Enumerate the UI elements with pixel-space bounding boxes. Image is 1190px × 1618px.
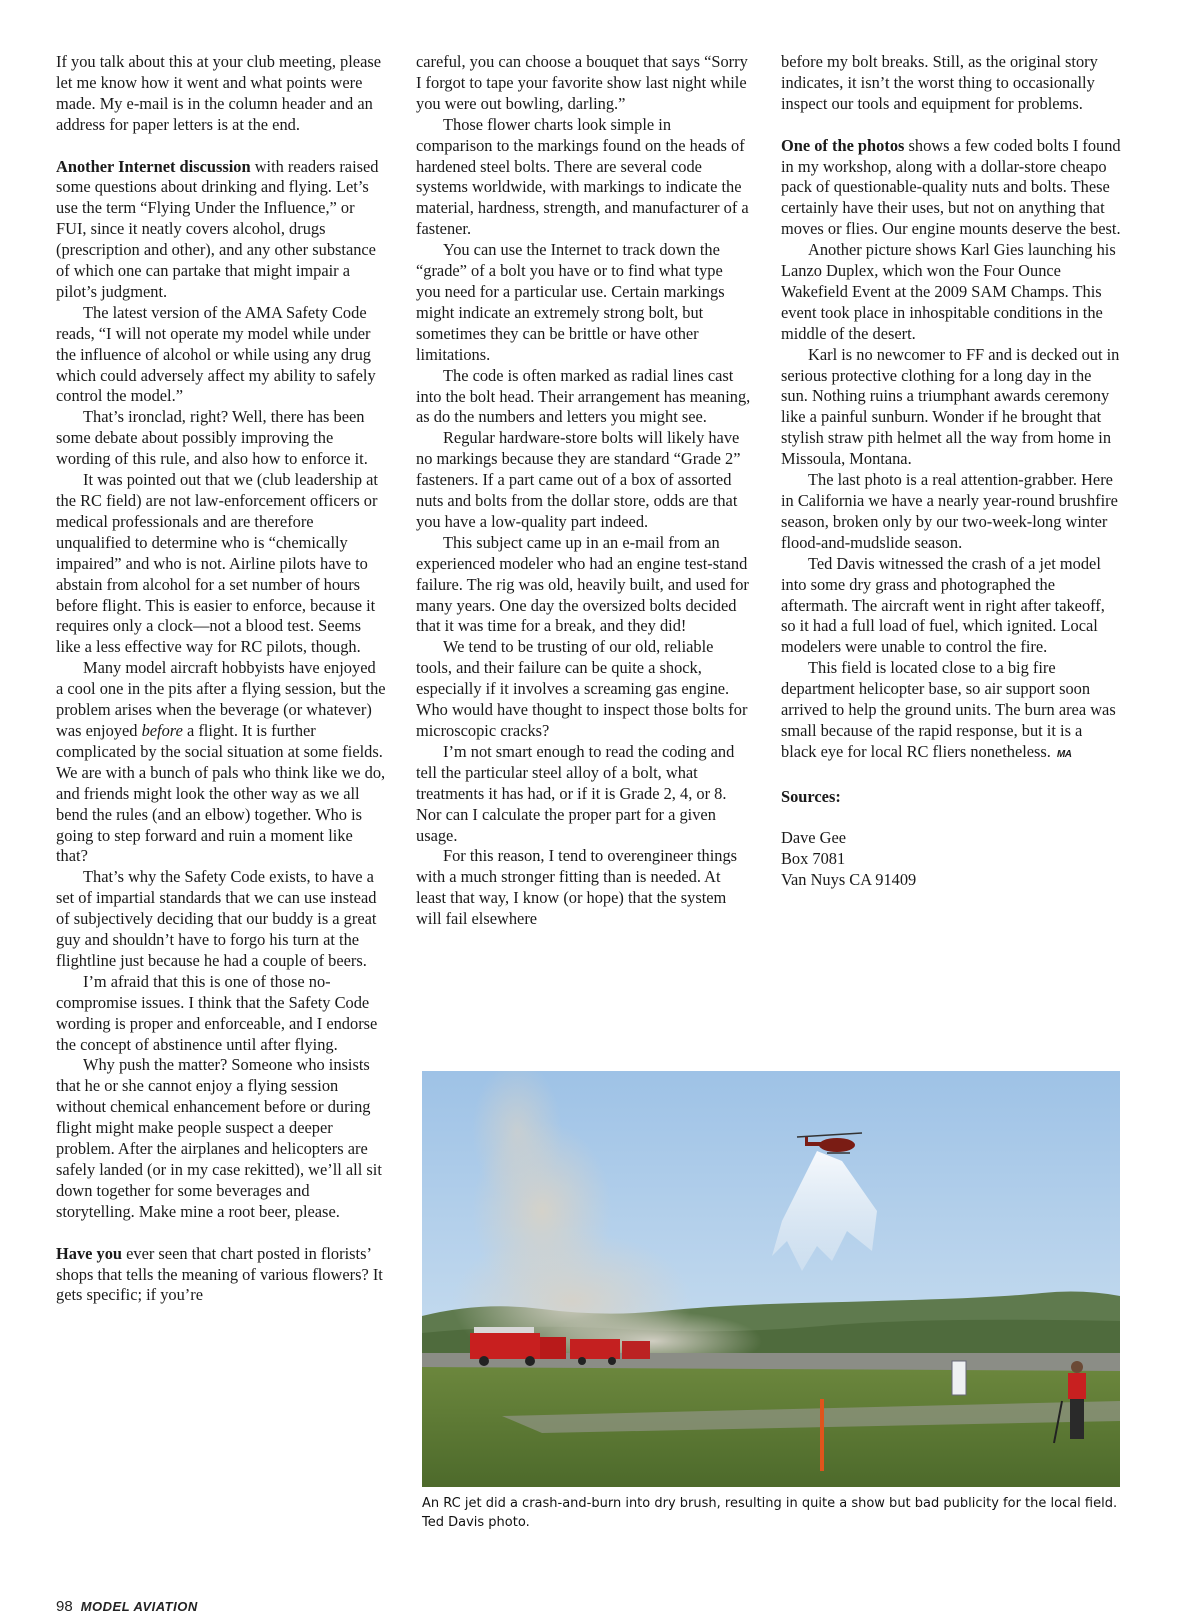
photo-illustration (422, 1071, 1120, 1487)
photo-caption: An RC jet did a crash-and-burn into dry brush, resulting in quite a show but bad publicity for the local field. Ted Davis photo. (422, 1496, 1118, 1530)
lead-in: Have you (56, 1243, 123, 1263)
paragraph: before my bolt breaks. Still, as the original story indicates, it isn’t the worst thing to occasionally inspect our tools and equipment for problems. (781, 52, 1098, 113)
emphasis: before (141, 720, 183, 740)
paragraph: Regular hardware-store bolts will likely have no markings because they are standard “Grade 2” fasteners. If a part came out of a box of assorted nuts and bolts from the dollar store, odds are that you have a low-quality part indeed. (416, 428, 741, 531)
page-footer (56, 1598, 198, 1615)
paragraph: The code is often marked as radial lines cast into the bolt head. Their arrangement has meaning, as do the numbers and letters you might see. (416, 365, 751, 427)
paragraph: The last photo is a real attention-grabber. Here in California we have a nearly year-round brushfire season, broken only by our two-week-long winter flood-and-mudslide season. (781, 470, 1118, 552)
lead-in: Another Internet discussion (56, 156, 251, 176)
paragraph-text: a flight. It is further complicated by the social situation at some fields. We are with a bunch of pals who think like we do, and friends might look the other way as we all bend the rules (and an elbow) together. Who is going to step forward and ruin a moment like that? (56, 720, 386, 866)
paragraph: The latest version of the AMA Safety Code reads, “I will not operate my model while under the influence of alcohol or while using any drug which could adversely affect my ability to safely control the model.” (56, 302, 376, 406)
column-1 (56, 52, 386, 1306)
paragraph: For this reason, I tend to overengineer things with a much stronger fitting than is needed. At least that way, I know (or hope) that the system will fail elsewhere (416, 846, 738, 929)
marker-pole (820, 1399, 824, 1471)
paragraph-field (781, 658, 1121, 766)
paragraph-photos (781, 136, 1121, 241)
page-number: 98 (56, 1598, 73, 1615)
address-line: Van Nuys CA 91409 (781, 870, 917, 890)
paragraph-text: Many model aircraft hobbyists have enjoyed a cool one in the pits after a flying session, but the problem arises when the beverage (or whatever) was enjoyed (56, 658, 386, 740)
paragraph: Those flower charts look simple in comparison to the markings found on the heads of hardened steel bolts. There are several code systems worldwide, with markings to indicate the material, hardness, strength, and manufacturer of a fastener. (416, 114, 749, 239)
end-mark: MA (1056, 748, 1072, 760)
paragraph-text: shows a few coded bolts I found in my workshop, along with a dollar-store cheapo pack of questionable-quality nuts and bolts. These certainly have their uses, but not on anything that moves or flies. Our engine mounts deserve the best. (781, 135, 1121, 239)
windsock-sign (952, 1361, 966, 1395)
paragraph-flower-chart (56, 1244, 386, 1307)
paragraph: It was pointed out that we (club leadership at the RC field) are not law-enforcement officers or medical professionals and are therefore unqualified to determine who is “chemically impaired” and who is not. Airline pilots have to abstain from alcohol for a set number of hours before flight. This is easier to enforce, because it requires only a clock—not a blood test. Seems like a less effective way for RC pilots, though. (56, 470, 378, 657)
sources-heading: Sources: (781, 786, 841, 806)
magazine-logo: MODEL AVIATION (80, 1599, 198, 1614)
paragraph: That’s why the Safety Code exists, to have a set of impartial standards that we can use instead of subjectively deciding that our buddy is a great guy and shouldn’t have to forgo his turn at the flightline just because he had a couple of beers. (56, 867, 377, 970)
paragraph: That’s ironclad, right? Well, there has been some debate about possibly improving the wording of this rule, and also how to enforce it. (56, 407, 368, 469)
paragraph: This subject came up in an e-mail from an experienced modeler who had an engine test-stand failure. The rig was old, heavily built, and used for many years. One day the oversized bolts decided that it was time for a break, and they did! (416, 532, 749, 636)
address-line: Dave Gee (781, 828, 847, 848)
paragraph-text: ever seen that chart posted in florists’ shops that tells the meaning of various flowers? It gets specific; if you’re (56, 1243, 383, 1305)
paragraph: You can use the Internet to track down the “grade” of a bolt you have or to find what type you need for a particular use. Certain markings might indicate an extremely strong bolt, but sometimes they can be brittle or have other limitations. (416, 240, 725, 364)
paragraph-text: with readers raised some questions about drinking and flying. Let’s use the term “Flying Under the Influence,” or FUI, since it neatly covers alcohol, drugs (prescription and other), and any other substance of which one can partake that might impair a pilot’s judgment. (56, 156, 379, 301)
paragraph: If you talk about this at your club meeting, please let me know how it went and what points were made. My e-mail is in the column header and an address for paper letters is at the end. (56, 52, 381, 134)
address-line: Box 7081 (781, 849, 846, 869)
paragraph: careful, you can choose a bouquet that says “Sorry I forgot to tape your favorite show last night while you were out bowling, darling.” (416, 52, 748, 113)
paragraph: Ted Davis witnessed the crash of a jet model into some dry grass and photographed the aftermath. The aircraft went in right after takeoff, so it had a full load of fuel, which ignited. Local modelers were unable to control the fire. (781, 553, 1105, 657)
paragraph-internet-discussion (56, 157, 386, 303)
lead-in: One of the photos (781, 135, 905, 155)
paragraph: Why push the matter? Someone who insists that he or she cannot enjoy a flying session without chemical enhancement before or during flight might make people suspect a deeper problem. After the airplanes and helicopters are safely landed (or in my case rekitted), we’ll all sit down together for some beverages and storytelling. Make mine a root beer, please. (56, 1055, 382, 1221)
paragraph: I’m not smart enough to read the coding and tell the particular steel alloy of a bolt, what treatments it has had, or if it is Grade 2, 4, or 8. Nor can I calculate the proper part for a given usage. (416, 741, 735, 845)
paragraph-text: This field is located close to a big fire department helicopter base, so air support soon arrived to help the ground units. The burn area was small because of the rapid response, but it is a black eye for local RC fliers nonetheless. (781, 658, 1116, 761)
paragraph: Another picture shows Karl Gies launching his Lanzo Duplex, which won the Four Ounce Wakefield Event at the 2009 SAM Champs. This event took place in inhospitable conditions in the middle of the desert. (781, 240, 1116, 343)
paragraph: We tend to be trusting of our old, reliable tools, and their failure can be quite a shock, especially if it involves a screaming gas engine. Who would have thought to inspect those bolts for microscopic cracks? (416, 637, 748, 740)
paragraph: Karl is no newcomer to FF and is decked out in serious protective clothing for a long day in the sun. Nothing ruins a triumphant awards ceremony like a painful sunburn. Wonder if he brought that stylish straw pith helmet all the way from home in Missoula, Montana. (781, 344, 1120, 469)
column-3 (781, 52, 1121, 891)
photo-brushfire (422, 1071, 1120, 1487)
paragraph: I’m afraid that this is one of those no-compromise issues. I think that the Safety Code wording is proper and enforceable, and I endorse the concept of abstinence until after flying. (56, 971, 378, 1054)
column-2 (416, 52, 751, 930)
mailing-address (781, 828, 1121, 891)
paragraph-hobbyists (56, 658, 386, 867)
